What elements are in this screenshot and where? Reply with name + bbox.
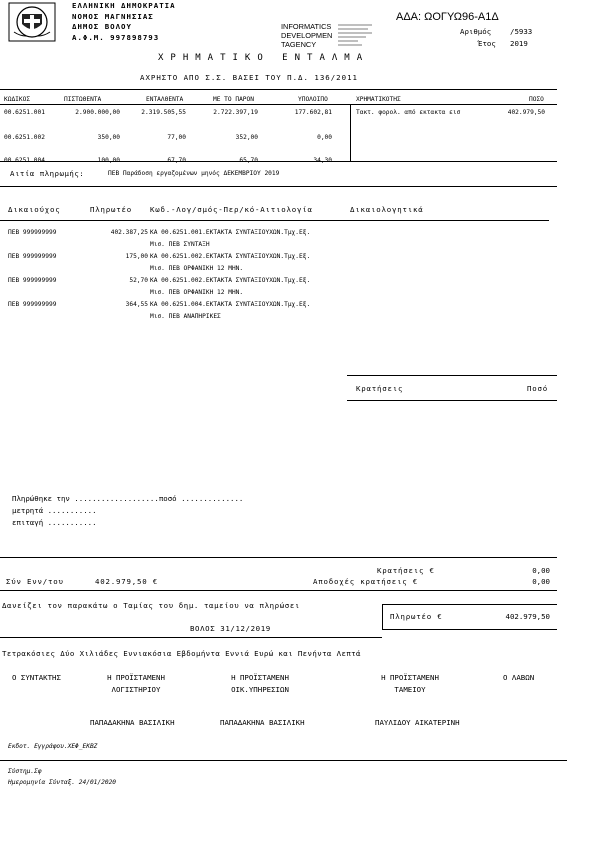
place-date: ΒΟΛΟΣ 31/12/2019 [190, 624, 271, 633]
agency-line: DEVELOPMEN [281, 31, 333, 40]
benef-amount: 402.387,25 [110, 229, 148, 236]
col-header-code: ΚΩΔΙΚΟΣ [4, 96, 31, 103]
org-line: ΔΗΜΟΣ ΒΟΛΟΥ [72, 22, 132, 31]
payable-value: 402.979,50 [505, 612, 550, 621]
benef-line2: Μισ. ΠΕΒ ΟΡΦΑΝΙΚΗ 12 ΜΗΝ. [150, 265, 244, 272]
org-line: Α.Φ.Μ. 997898793 [72, 32, 160, 42]
cell-current: 65,70 [239, 157, 258, 164]
signature-name: ΠΑΠΑΔΑΚΗΝΑ ΒΑΣΙΛΙΚΗ [90, 718, 175, 727]
benef-line2: Μισ. ΠΕΒ ΑΝΑΠΗΡΙΚΕΣ [150, 313, 221, 320]
emblem [8, 2, 56, 42]
benef-line1: ΚΑ 00.6251.002.ΕΚΤΑΚΤΑ ΣΥΝΤΑΞΙΟΥΧΩΝ.Τμχ.Εξ. [150, 253, 311, 260]
signature-role: Ο ΛΑΒΩΝ [503, 673, 535, 682]
document-subtitle: ΑΧΡΗΣΤΟ ΑΠΟ Σ.Σ. ΒΑΣΕΙ ΤΟΥ Π.Δ. 136/2011 [140, 73, 358, 82]
col-header-credited: ΠΙΣΤΩΘΕΝΤΑ [64, 96, 102, 103]
cell-current: 352,00 [235, 134, 258, 141]
benef-amount: 52,70 [129, 277, 148, 284]
signature-role: Ο ΣΥΝΤΑΚΤΗΣ [12, 673, 61, 682]
agency-logo [281, 22, 332, 49]
benef-header-documents: Δικαιολογητικά [350, 205, 424, 214]
benef-header-payable: Πληρωτέο [90, 205, 132, 214]
cell-balance: 34,30 [313, 157, 332, 164]
cell-balance: 0,00 [317, 134, 332, 141]
col-header-current: ΜΕ ΤΟ ΠΑΡΟΝ [213, 96, 254, 103]
benef-id: ΠΕΒ 999999999 [8, 277, 57, 284]
signature-role: Η ΠΡΟΪΣΤΑΜΕΝΗ [107, 673, 165, 682]
cell-balance: 177.602,81 [294, 109, 332, 116]
number-label: Αριθμός [460, 27, 492, 36]
total-deductions-value: 0,00 [532, 566, 550, 575]
benef-id: ΠΕΒ 999999999 [8, 229, 57, 236]
benef-line1: ΚΑ 00.6251.004.ΕΚΤΑΚΤΑ ΣΥΝΤΑΞΙΟΥΧΩΝ.Τμχ.Εξ. [150, 301, 311, 308]
payment-reason-value: ΠΕΒ Παράδοση εργαζομένων μηνός ΔΕΚΕΜΒΡΙΟΥ 2019 [108, 170, 280, 177]
cell-code: 00.6251.004 [4, 157, 45, 164]
col-header-amount: ΠΟΣΟ [529, 96, 544, 103]
benef-header-description: Κωδ.-Λογ/σμός-Περ/κό-Αιτιολογία [150, 205, 313, 214]
cell-ordered: 67,70 [167, 157, 186, 164]
col-header-funding: ΧΡΗΜΑΤΙΚΟΤΗΣ [356, 96, 401, 103]
agency-line: TAGENCY [281, 40, 317, 49]
paid-line: Πληρώθηκε την ...................ποσό .............. [12, 494, 244, 503]
ada-code: ΑΔΑ: ΩΟΓΥΩ96-Α1Δ [396, 11, 499, 23]
cell-ordered: 2.319.505,55 [141, 109, 186, 116]
deductions-amount-label: Ποσό [527, 384, 548, 393]
benef-amount: 364,55 [125, 301, 148, 308]
agency-line: INFORMATICS [281, 22, 332, 31]
col-header-ordered: ΕΝΤΑΛΘΕΝΤΑ [146, 96, 184, 103]
org-line: ΝΟΜΟΣ ΜΑΓΝΗΣΙΑΣ [72, 11, 154, 21]
cell-amount: 402.979,50 [507, 109, 545, 116]
document-title: ΧΡΗΜΑΤΙΚΟ ΕΝΤΑΛΜΑ [158, 53, 370, 63]
signature-name: ΠΑΥΛΙΔΟΥ ΑΙΚΑΤΕΡΙΝΗ [375, 718, 460, 727]
cell-credited: 2.900.000,00 [75, 109, 120, 116]
payable-label: Πληρωτέο € [390, 612, 443, 621]
payment-reason-label: Αιτία πληρωμής: [10, 169, 85, 178]
paid-check-line: επιταγή ........... [12, 518, 97, 527]
compile-date: Ημερομηνία Σύνταξ. 24/01/2020 [8, 779, 117, 786]
benef-header-beneficiary: Δικαιούχος [8, 205, 61, 214]
cell-current: 2.722.397,19 [213, 109, 258, 116]
system-name: Σύστημ.Σφ [8, 768, 42, 775]
signature-role-sub: ΟΙΚ.ΥΠΗΡΕΣΙΩΝ [231, 685, 289, 694]
total-label: Σύν Ενν/του [6, 577, 64, 586]
year-value: 2019 [510, 39, 528, 48]
cell-funding: Τακτ. φορολ. από εκτακτα εισ [356, 109, 461, 116]
cell-code: 00.6251.002 [4, 134, 45, 141]
amount-in-words: Τετρακόσιες Δύο Χιλιάδες Εννιακόσια Εβδομήντα Εννιά Ευρώ και Πενήντα Λεπτά [2, 649, 361, 658]
deductions-label: Κρατήσεις [356, 384, 404, 393]
total-deductions-label: Κρατήσεις € [377, 566, 435, 575]
cell-code: 00.6251.001 [4, 109, 45, 116]
benef-line2: Μισ. ΠΕΒ ΟΡΦΑΝΙΚΗ 12 ΜΗΝ. [150, 289, 244, 296]
agency-stamp-icon [338, 22, 374, 48]
benef-line2: Μισ. ΠΕΒ ΣΥΝΤΑΞΗ [150, 241, 210, 248]
signature-role: Η ΠΡΟΪΣΤΑΜΕΝΗ [231, 673, 289, 682]
benef-id: ΠΕΒ 999999999 [8, 301, 57, 308]
cell-ordered: 77,00 [167, 134, 186, 141]
signature-role-sub: ΛΟΓΙΣΤΗΡΙΟΥ [111, 685, 161, 694]
number-value: /5933 [510, 27, 533, 36]
benef-id: ΠΕΒ 999999999 [8, 253, 57, 260]
order-text: Δανείζει τον παρακάτω ο Ταμίας του δημ. ταμείου να πληρώσει [2, 601, 300, 610]
benef-amount: 175,00 [125, 253, 148, 260]
total-value: 402.979,50 € [95, 577, 158, 586]
signature-role-sub: ΤΑΜΕΙΟΥ [394, 685, 426, 694]
year-label: Έτος [478, 39, 496, 48]
signature-name: ΠΑΠΑΔΑΚΗΝΑ ΒΑΣΙΛΙΚΗ [220, 718, 305, 727]
org-block [72, 1, 176, 43]
org-line: ΕΛΛΗΝΙΚΗ ΔΗΜΟΚΡΑΤΙΑ [72, 1, 176, 10]
paid-cash-line: μετρητά ........... [12, 506, 97, 515]
accepted-deductions-value: 0,00 [532, 577, 550, 586]
greek-emblem-icon [8, 2, 56, 42]
cell-credited: 350,00 [97, 134, 120, 141]
form-code: Εκδοτ. Εγγράφου.ΧΕΦ_ΕΚΒΖ [8, 743, 98, 750]
benef-line1: ΚΑ 00.6251.002.ΕΚΤΑΚΤΑ ΣΥΝΤΑΞΙΟΥΧΩΝ.Τμχ.Εξ. [150, 277, 311, 284]
col-header-balance: ΥΠΟΛΟΙΠΟ [298, 96, 328, 103]
cell-credited: 100,00 [97, 157, 120, 164]
accepted-deductions-label: Αποδοχές κρατήσεις € [313, 577, 418, 586]
benef-line1: ΚΑ 00.6251.001.ΕΚΤΑΚΤΑ ΣΥΝΤΑΞΙΟΥΧΩΝ.Τμχ.Εξ. [150, 229, 311, 236]
signature-role: Η ΠΡΟΪΣΤΑΜΕΝΗ [381, 673, 439, 682]
